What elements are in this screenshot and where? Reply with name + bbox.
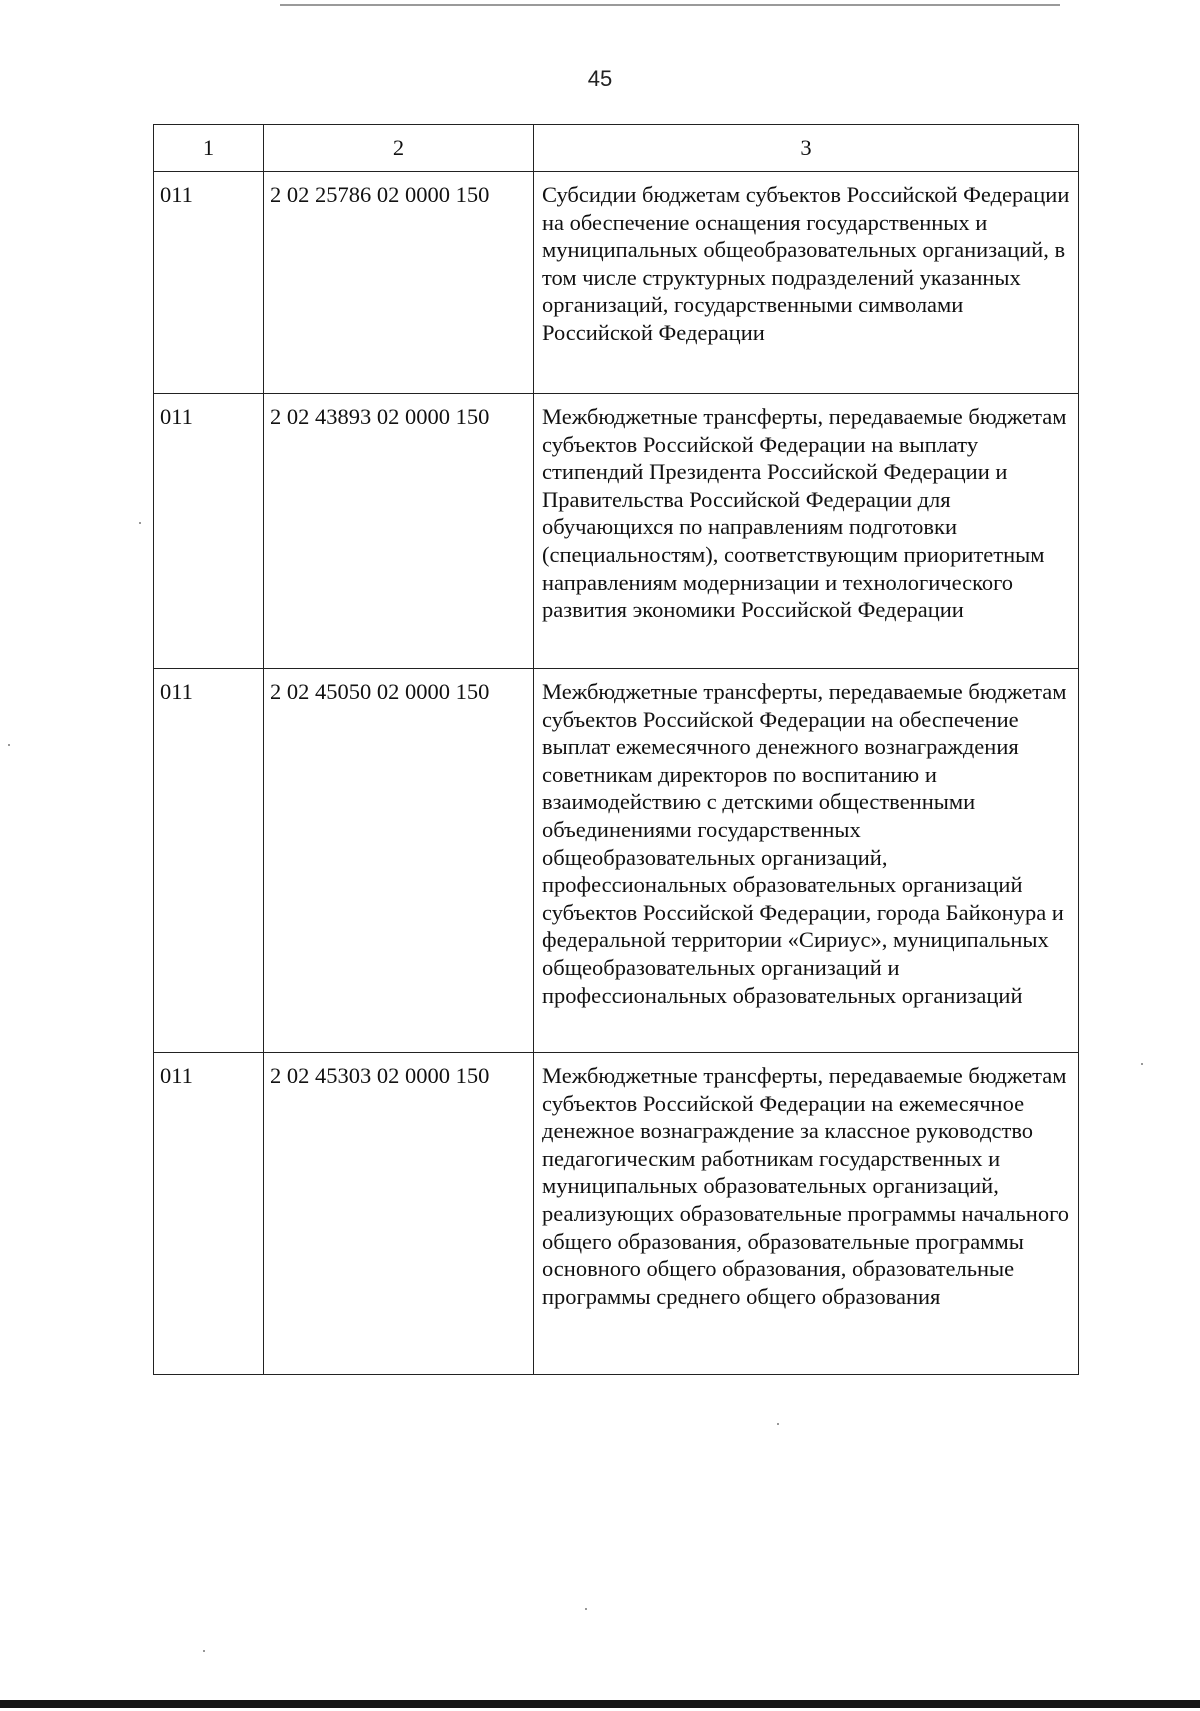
description-cell: Межбюджетные трансферты, передаваемые бюджетам субъектов Российской Федерации на обеспечение выплат ежемесячного денежного вознаграждения советникам директоров по воспитанию и взаимодействию с детскими общественными объединениями государственных общеобразовательных организаций, профессиональных образовательных организаций субъектов Российской Федерации, города Байконура и федеральной территории «Сириус», муниципальных общеобразовательных организаций и профессиональных образовательных организаций <box>534 669 1079 1053</box>
column-header-2: 2 <box>264 125 534 172</box>
column-header-3: 3 <box>534 125 1079 172</box>
scan-speck <box>139 522 141 524</box>
table-header-row <box>154 125 1079 172</box>
budget-codes-table <box>153 124 1079 1375</box>
scan-speck <box>8 744 10 746</box>
scan-bottom-rule <box>0 1700 1200 1708</box>
budget-code-cell: 2 02 43893 02 0000 150 <box>264 394 534 669</box>
table-row <box>154 394 1079 669</box>
admin-code-cell: 011 <box>154 394 264 669</box>
budget-code-cell: 2 02 25786 02 0000 150 <box>264 172 534 394</box>
table-row <box>154 1053 1079 1375</box>
admin-code-cell: 011 <box>154 669 264 1053</box>
table-row <box>154 669 1079 1053</box>
page-number: 45 <box>587 66 613 91</box>
table-row <box>154 172 1079 394</box>
scan-speck <box>777 1423 779 1425</box>
description-cell: Межбюджетные трансферты, передаваемые бюджетам субъектов Российской Федерации на ежемесячное денежное вознаграждение за классное руководство педагогическим работникам государственных и муниципальных образовательных организаций, реализующих образовательные программы начального общего образования, образовательные программы основного общего образования, образовательные программы среднего общего образования <box>534 1053 1079 1375</box>
scan-speck <box>203 1650 205 1652</box>
budget-code-cell: 2 02 45303 02 0000 150 <box>264 1053 534 1375</box>
scan-speck <box>1141 1063 1143 1065</box>
budget-code-cell: 2 02 45050 02 0000 150 <box>264 669 534 1053</box>
admin-code-cell: 011 <box>154 1053 264 1375</box>
column-header-1: 1 <box>154 125 264 172</box>
admin-code-cell: 011 <box>154 172 264 394</box>
description-cell: Межбюджетные трансферты, передаваемые бюджетам субъектов Российской Федерации на выплату стипендий Президента Российской Федерации и Правительства Российской Федерации для обучающихся по направлениям подготовки (специальностям), соответствующим приоритетным направлениям модернизации и технологического развития экономики Российской Федерации <box>534 394 1079 669</box>
scan-top-rule <box>280 4 1060 6</box>
description-cell: Субсидии бюджетам субъектов Российской Федерации на обеспечение оснащения государственных и муниципальных общеобразовательных организаций, в том числе структурных подразделений указанных организаций, государственными символами Российской Федерации <box>534 172 1079 394</box>
scan-speck <box>585 1608 587 1610</box>
